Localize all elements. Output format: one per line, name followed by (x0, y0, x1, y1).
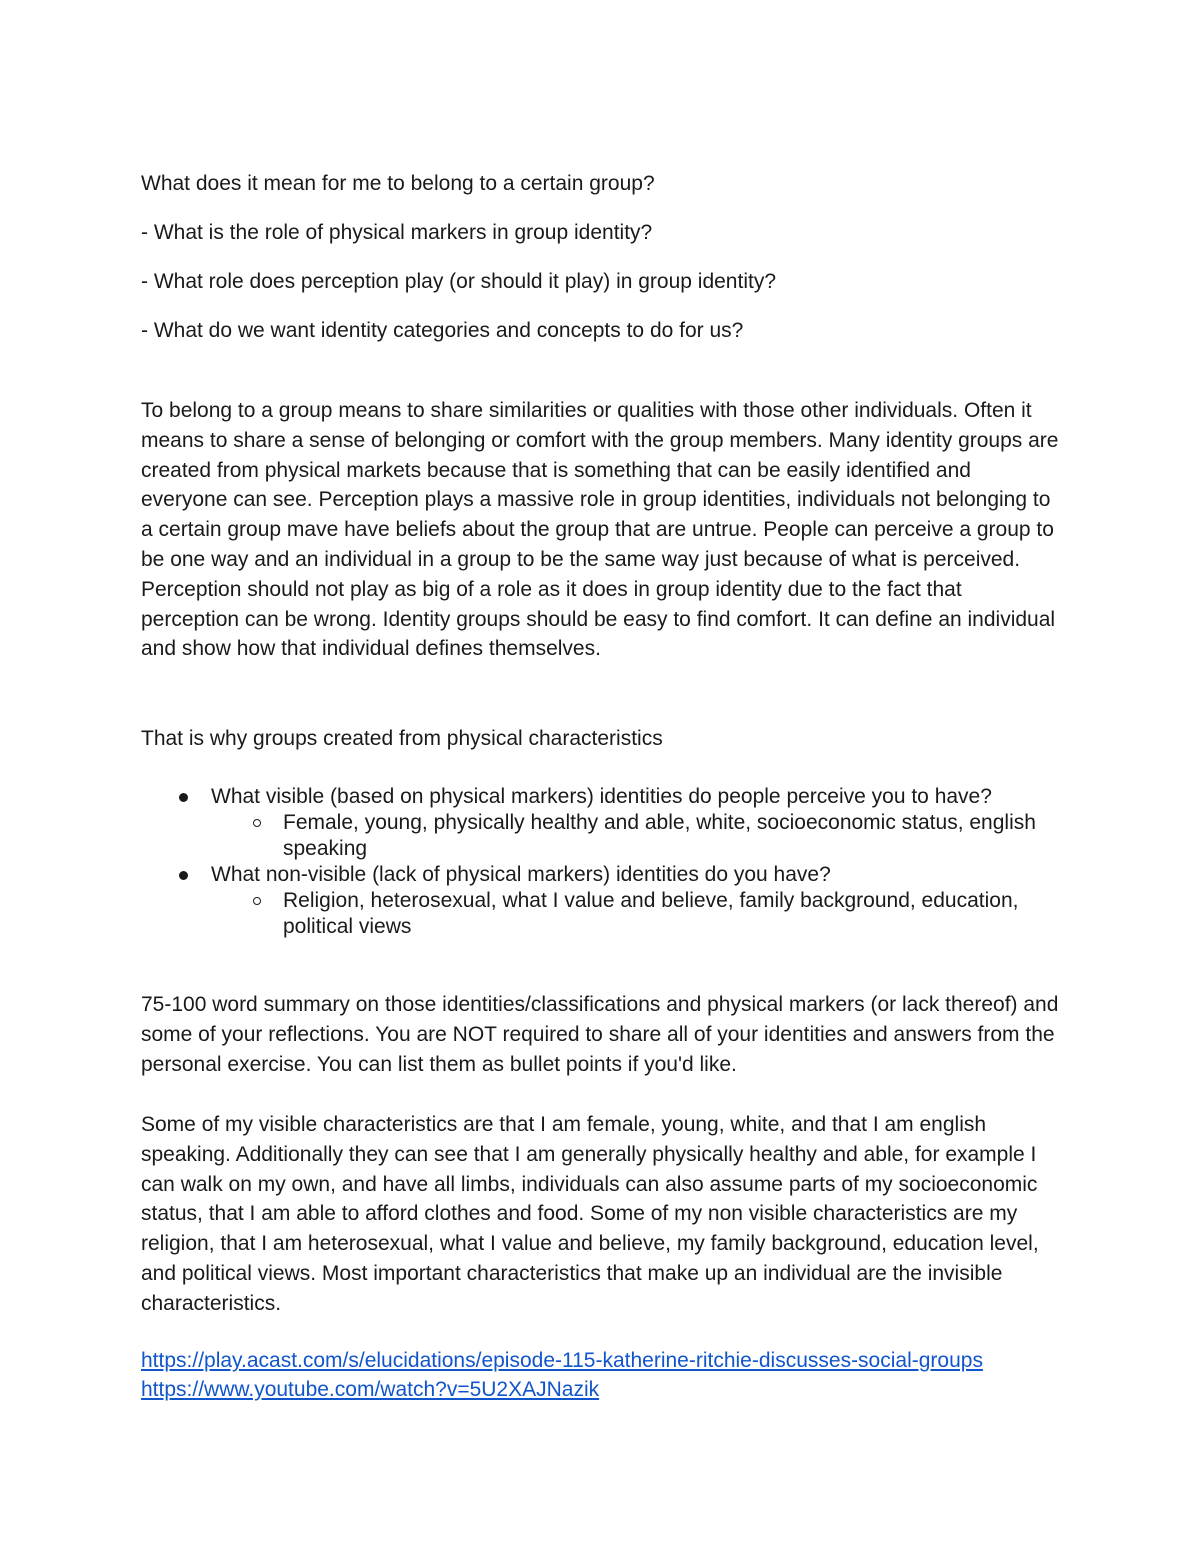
sub-list (211, 888, 1061, 940)
link-acast-episode[interactable]: https://play.acast.com/s/elucidations/episode-115-katherine-ritchie-discusses-social-groups (141, 1349, 983, 1372)
bullet-visible-identities (141, 784, 1061, 862)
sub-list (211, 810, 1061, 862)
summary-prompt: 75-100 word summary on those identities/classifications and physical markers (or lack thereof) and some of your reflections. You are NOT required to share all of your identities and answers from the personal exercise. You can list them as bullet points if you'd like. (141, 993, 1059, 1076)
question-perception: - What role does perception play (or should it play) in group identity? (141, 270, 777, 293)
question-main: What does it mean for me to belong to a certain group? (141, 172, 655, 195)
sub-bullet-nonvisible-answer (211, 888, 1061, 940)
bullet-nonvisible-identities (141, 862, 1061, 940)
question-physical-markers: - What is the role of physical markers in group identity? (141, 221, 653, 244)
sub-bullet-visible-answer (211, 810, 1061, 862)
hollow-bullet-icon (253, 819, 261, 827)
question-identity-categories: - What do we want identity categories and concepts to do for us? (141, 319, 744, 342)
bullet-text: What visible (based on physical markers) identities do people perceive you to have? (211, 785, 992, 808)
intro-line: That is why groups created from physical characteristics (141, 727, 663, 750)
reference-links (141, 1346, 1061, 1404)
identity-bullet-list (141, 784, 1061, 940)
link-youtube-video[interactable]: https://www.youtube.com/watch?v=5U2XAJNazik (141, 1378, 600, 1401)
bullet-dot-icon (179, 871, 188, 880)
summary-answer: Some of my visible characteristics are that I am female, young, white, and that I am english speaking. Additionally they can see that I am generally physically healthy and able, for example I can walk on my own, and have all limbs, individuals can also assume parts of my socioeconomic status, that I am able to afford clothes and food. Some of my non visible characteristics are my religion, that I am heterosexual, what I value and believe, my family background, education level, and political views. Most important characteristics that make up an individual are the invisible characteristics. (141, 1113, 1039, 1315)
bullet-text: What non-visible (lack of physical markers) identities do you have? (211, 863, 831, 886)
sub-bullet-text: Religion, heterosexual, what I value and believe, family background, education, political views (283, 889, 1019, 938)
sub-bullet-text: Female, young, physically healthy and able, white, socioeconomic status, english speaking (283, 811, 1036, 860)
hollow-bullet-icon (253, 897, 261, 905)
answer-paragraph: To belong to a group means to share similarities or qualities with those other individuals. Often it means to share a sense of belonging or comfort with the group members. Many identity groups are created from physical markets because that is something that can be easily identified and everyone can see. Perception plays a massive role in group identities, individuals not belonging to a certain group mave have beliefs about the group that are untrue. People can perceive a group to be one way and an individual in a group to be the same way just because of what is perceived. Perception should not play as big of a role as it does in group identity due to the fact that perception can be wrong. Identity groups should be easy to find comfort. It can define an individual and show how that individual defines themselves. (141, 399, 1059, 661)
bullet-dot-icon (179, 793, 188, 802)
